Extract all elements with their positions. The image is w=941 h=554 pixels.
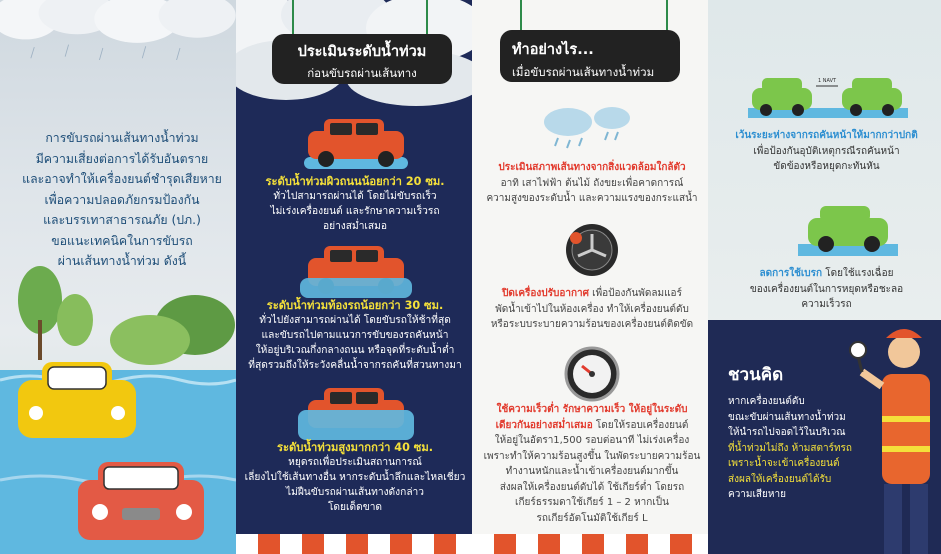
tip-heading-rest: เพื่อป้องกันพัดลมแอร์ [588,288,682,299]
water-level-block [244,298,466,373]
level-line: หยุดรถเพื่อประเมินสถานการณ์ [288,457,422,468]
level-line: ไม่เร่งเครื่องยนต์ และรักษาความเร็วรถ [270,206,440,217]
tip-assess-surroundings [482,160,702,207]
tip-line: ขัดข้องหรือหยุดกะทันหัน [773,161,880,172]
think-line: ขณะขับผ่านเส้นทางน้ำท่วม [728,411,846,423]
water-level-block [244,174,466,234]
tip-line: รถเกียร์อัตโนมัติใช้เกียร์ L [536,512,648,524]
tip-heading: ปิดเครื่องปรับอากาศ [502,288,589,299]
level-line: ทั่วไปสามารถผ่านได้ โดยไม่ขับรถเร็ว [273,191,437,202]
title-box [500,30,680,82]
two-cars-distance-illustration [748,72,908,122]
tip-low-speed [482,402,702,526]
speedometer-icon [562,344,622,404]
tip-line: ของเครื่องยนต์ในการหยุดหรือชะลอ [749,283,904,295]
think-line-highlight: เพราะน้ำจะเข้าเครื่องยนต์ [728,458,840,469]
tip-turn-off-ac [482,286,702,333]
intro-line: และบรรเทาสาธารณภัย (ปภ.) [43,213,201,227]
rain-clouds-illustration [0,0,236,60]
title-box [272,34,452,84]
tip-line: หรือระบบระบายความร้อนของเครื่องยนต์ติดขัด [490,319,694,330]
think-text [728,394,858,503]
panel-title: ทำอย่างไร... [512,42,594,58]
level-line: และขับรถไปตามแนวการขับของรถคันหน้า [261,330,449,341]
distance-sign-label: 1 NAVT [818,78,837,84]
tip-line: ให้อยู่ในอัตรา1,500 รอบต่อนาที ไม่เร่งเครื่อง [494,435,690,446]
tip-line: เพราะทำให้ความร้อนสูงขึ้น ในพัดระบายความร้อน [483,450,701,462]
level-line: โดยเด็ดขาด [327,502,383,513]
traffic-officer-illustration [848,316,941,554]
tip-heading-rest: โดยให้รอบเครื่องยนต์ [592,419,689,431]
warning-stripe [472,534,708,554]
think-title: ชวนคิด [728,365,784,385]
level-heading: ระดับน้ำท่วมสูงมากกว่า 40 ซม. [277,441,433,454]
tip-heading: ใช้ความเร็วต่ำ รักษาความเร็ว ให้อยู่ในระดับ [496,404,688,415]
car-deep-water-icon [296,382,416,442]
level-heading: ระดับน้ำท่วมท้องรถน้อยกว่า 30 ซม. [266,299,444,312]
car-medium-water-icon [296,240,416,300]
how-to-drive-panel [472,0,708,554]
car-shallow-water-icon [296,113,416,173]
car-braking-illustration [798,200,898,260]
water-level-block [244,440,466,515]
panel-subtitle: เมื่อขับรถผ่านเส้นทางน้ำท่วม [512,65,655,79]
warning-stripe [236,534,472,554]
panel-title: ประเมินระดับน้ำท่วม [297,44,427,60]
intro-line: ผ่านเส้นทางน้ำท่วม ดังนี้ [57,254,187,268]
flooded-road-illustration [0,250,236,554]
rain-cloud-icon [538,102,638,152]
intro-line: การขับรถผ่านเส้นทางน้ำท่วม [45,131,199,145]
tip-line: อาทิ เสาไฟฟ้า ต้นไม้ ถังขยะเพื่อคาดการณ์ [500,177,684,189]
air-conditioner-fan-icon [562,220,622,280]
distance-and-braking-panel [708,0,941,554]
think-line: ความเสียหาย [728,489,786,500]
tip-heading: ประเมินสภาพเส้นทางจากสิ่งแวดล้อมใกล้ตัว [498,162,686,173]
level-line: ทั่วไปยังสามารถผ่านได้ โดยขับรถให้ช้าที่สุด [259,315,451,326]
level-line: ไม่ฝืนขับรถผ่านเส้นทางดังกล่าว [285,487,424,498]
tip-reduce-braking [724,266,929,313]
panel-subtitle: ก่อนขับรถผ่านเส้นทาง [307,66,417,80]
tip-line: ความเร็วรถ [801,299,852,310]
intro-line: ขอแนะเทคนิคในการขับรถ [51,233,193,248]
tip-line: ทำงานหนักและน้ำเข้าเครื่องยนต์มากขึ้น [505,466,679,477]
level-line: ให้อยู่บริเวณกึ่งกลางถนน หรือจุดที่ระดับน้ำต่ำ [255,345,455,356]
think-line-highlight: ที่น้ำท่วมไม่ถึง ห้ามสตาร์ทรถ [728,442,852,454]
tip-keep-distance [724,128,929,175]
tip-heading: ลดการใช้เบรก [759,268,823,279]
think-line: หากเครื่องยนต์ดับ [728,396,805,407]
level-line: อย่างสม่ำเสมอ [323,221,387,232]
level-heading: ระดับน้ำท่วมผิวถนนน้อยกว่า 20 ซม. [265,175,445,188]
intro-panel [0,0,236,554]
intro-line: เพื่อความปลอดภัยกรมป้องกัน [44,192,200,207]
think-line: ให้นำรถไปจอดไว้ในบริเวณ [728,427,846,438]
intro-line: มีความเสี่ยงต่อการได้รับอันตราย [35,151,209,166]
tip-heading-rest: โดยใช้แรงเฉื่อย [822,268,894,279]
tip-heading-2: เดียวกันอย่างสม่ำเสมอ [495,419,593,431]
tip-line: ความสูงของระดับน้ำ และความแรงของกระแสน้ำ [486,193,698,204]
tip-heading: เว้นระยะห่างจากรถคันหน้าให้มากกว่าปกติ [735,130,918,141]
tip-line: ส่งผลให้เครื่องยนต์ดับได้ ใช้เกียร์ต่ำ โดยรถ [499,481,685,493]
tip-line: เพื่อป้องกันอุบัติเหตุกรณีรถคันหน้า [753,145,900,157]
think-line-highlight: ส่งผลให้เครื่องยนต์ได้รับ [728,473,832,485]
level-line: ที่สุดรวมถึงให้ระวังคลื่นน้ำจากรถคันที่สวนทางมา [248,360,462,371]
tip-line: พัดน้ำเข้าไปในห้องเครื่อง ทำให้เครื่องยนต์ดับ [495,303,689,315]
intro-line: และอาจทำให้เครื่องยนต์ชำรุดเสียหาย [22,172,222,186]
tip-line: เกียร์ธรรมดาใช้เกียร์ 1 – 2 หากเป็น [515,497,669,508]
assess-water-level-panel [236,0,472,554]
level-line: เลี่ยงไปใช้เส้นทางอื่น หากระดับน้ำลึกและไหลเชี่ยว [244,472,466,483]
